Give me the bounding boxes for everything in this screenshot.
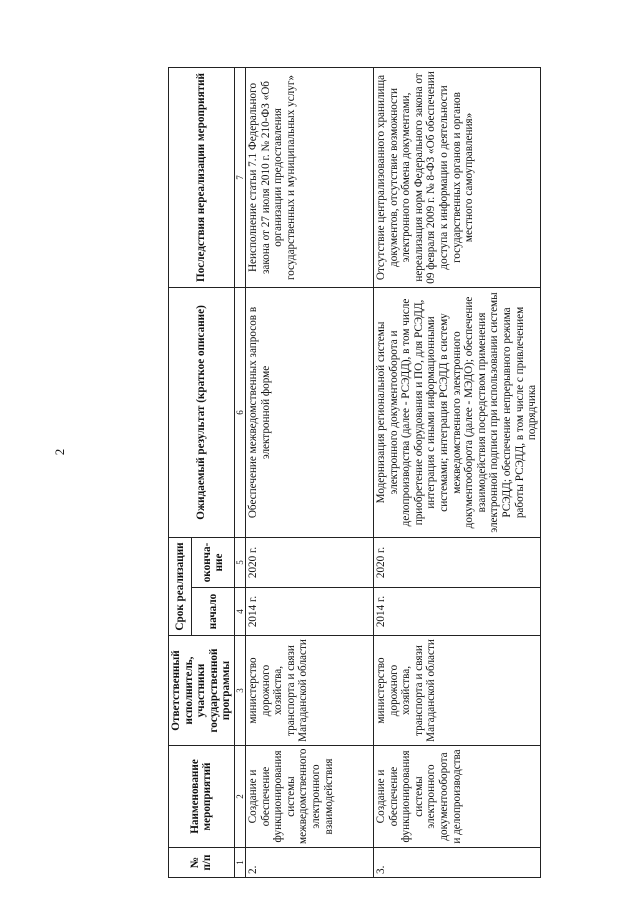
- header-result: Ожидаемый результат (краткое описание): [169, 287, 235, 537]
- header-name: Наименование мероприятий: [169, 746, 235, 848]
- row-end: 2020 г.: [373, 537, 540, 587]
- row-name: Создание и обеспечение функционирования системы межведомственного электронного взаимодействия: [245, 746, 373, 848]
- header-num: № п/п: [169, 848, 235, 878]
- column-index-row: [234, 67, 245, 877]
- row-start: 2014 г.: [373, 588, 540, 636]
- row-start: 2014 г.: [245, 588, 373, 636]
- index-cell: 6: [234, 287, 245, 537]
- row-consequence: Отсутствие централизованного хранилища документов, отсутствие возможности электронного обмена документами, нереализация норм Федерального закона от 09 февраля 2009 г. № 8-ФЗ «Об обеспечении доступа к информации о деятельности государственных органов и органов местного самоуправления»: [373, 67, 540, 287]
- index-cell: 5: [234, 537, 245, 587]
- index-cell: 2: [234, 746, 245, 848]
- row-result: Модернизация региональной системы электронного документооборота и делопроизводства (далее - РСЭДД), в том числе приобретение оборудования и ПО, для РСЭДД, интеграция с иными информационными системами; интеграция РСЭДД в систему межведомственного электронного документооборота (далее - МЭДО); обеспечение взаимодействия посредством применения электронной подписи при использовании системы РСЭДД; обеспечение непрерывного режима работы РСЭДД, в том числе с привлечением подрядчика: [373, 287, 540, 537]
- index-cell: 1: [234, 848, 245, 878]
- table-row: [373, 67, 540, 877]
- row-executor: министерство дорожного хозяйства, транспорта и связи Магаданской области: [373, 636, 540, 746]
- header-period: Срок реализации: [169, 537, 192, 635]
- index-cell: 4: [234, 588, 245, 636]
- header-consequence: Последствия нереализации мероприятий: [169, 67, 235, 287]
- header-row: [169, 67, 192, 877]
- row-num: 3.: [373, 848, 540, 878]
- row-result: Обеспечение межведомственных запросов в электронной форме: [245, 287, 373, 537]
- header-end: оконча-ние: [192, 537, 234, 587]
- index-cell: 7: [234, 67, 245, 287]
- header-executor: Ответственный исполнитель, участники государственной программы: [169, 636, 235, 746]
- row-executor: министерство дорожного хозяйства, транспорта и связи Магаданской области: [245, 636, 373, 746]
- row-num: 2.: [245, 848, 373, 878]
- index-cell: 3: [234, 636, 245, 746]
- page-number: 2: [52, 448, 67, 456]
- table-row: [245, 67, 373, 877]
- row-name: Создание и обеспечение функционирования системы электронного документооборота и делопроизводства: [373, 746, 540, 848]
- program-measures-table: [168, 67, 541, 878]
- row-consequence: Неисполнение статьи 7.1 Федерального закона от 27 июля 2010 г. № 210-ФЗ «Об организации предоставления государственных и муниципальных услуг»: [245, 67, 373, 287]
- rotated-table-sheet: [168, 68, 539, 878]
- header-start: начало: [192, 588, 234, 636]
- row-end: 2020 г.: [245, 537, 373, 587]
